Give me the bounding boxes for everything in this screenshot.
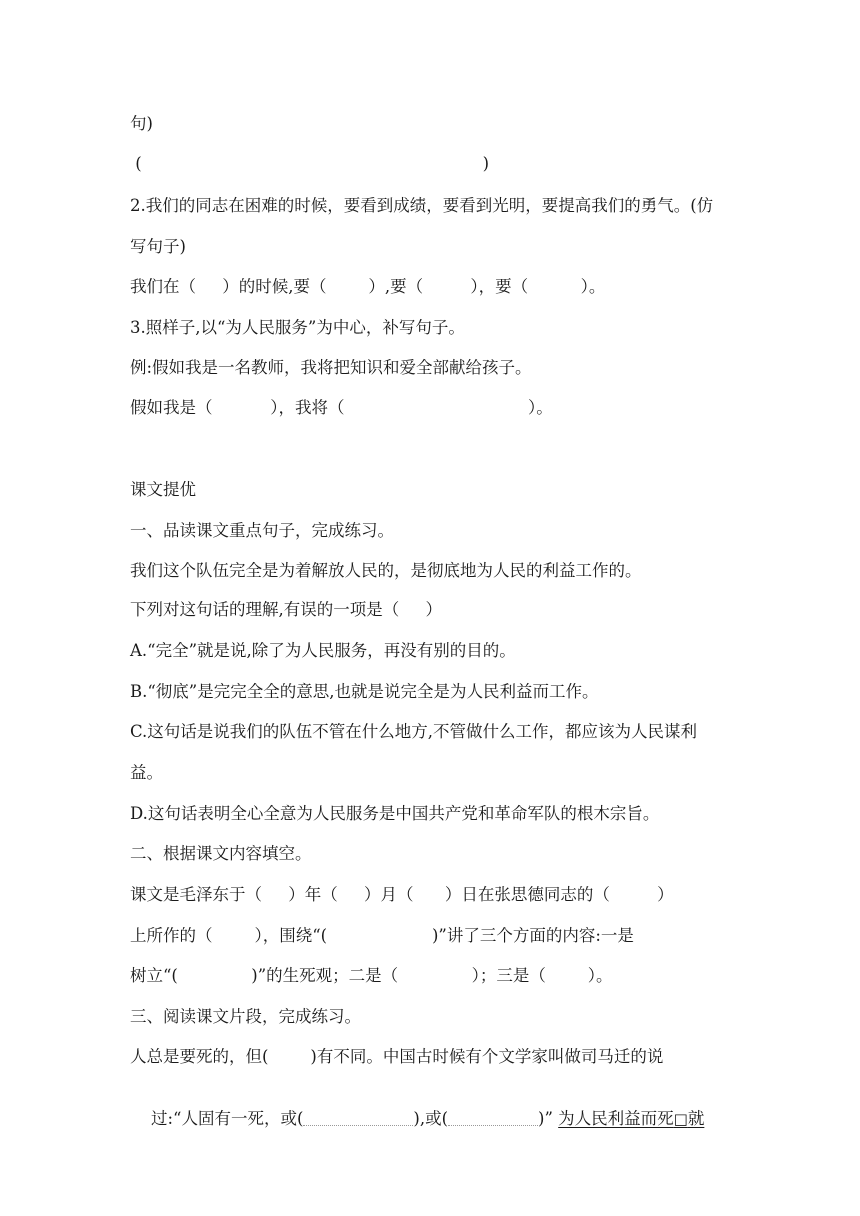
last-line-prefix: 过:“人固有一死，或( (150, 1109, 304, 1128)
question-heading: 二、根据课文内容填空。 (130, 844, 312, 863)
text-line: 课文是毛泽东于（ ）年（ ）月（ ）日在张思德同志的（ ） (130, 885, 674, 904)
text-line: 3.照样子,以“为人民服务”为中心，补写句子。 (130, 318, 465, 337)
last-line-mid: ),或( (413, 1109, 449, 1128)
text-line: 树立“( )”的生死观；二是（ ）；三是（ ）。 (130, 966, 613, 985)
text-line: 句) (130, 114, 153, 133)
blank-dotted (303, 1111, 413, 1126)
question-heading: 一、品读课文重点句子，完成练习。 (130, 521, 394, 540)
question-heading: 三、阅读课文片段，完成练习。 (130, 1007, 361, 1026)
option-b: B.“彻底”是完完全全的意思,也就是说完全是为人民利益而工作。 (130, 682, 599, 701)
text-line: 我们在（ ）的时候,要（ ）,要（ ），要（ ）。 (130, 277, 606, 296)
text-line: 上所作的（ ），围绕“( )”讲了三个方面的内容:一是 (130, 926, 634, 945)
text-line: 写句子) (130, 237, 186, 256)
text-line: 例:假如我是一名教师，我将把知识和爱全部献给孩子。 (130, 358, 532, 377)
text-line-last (130, 1086, 704, 1152)
last-line-end: )” (538, 1109, 553, 1128)
text-line: 2.我们的同志在困难的时候，要看到成绩，要看到光明，要提高我们的勇气。(仿 (130, 196, 714, 215)
option-c: C.这句话是说我们的队伍不管在什么地方,不管做什么工作，都应该为人民谋利 (130, 722, 698, 741)
text-line: 我们这个队伍完全是为着解放人民的，是彻底地为人民的利益工作的。 (130, 561, 642, 580)
underlined-phrase: 为人民利益而死□就 (558, 1109, 705, 1128)
blank-dotted (448, 1111, 538, 1126)
text-line: ( ) (130, 154, 490, 173)
text-line: 下列对这句话的理解,有误的一项是（ ） (130, 600, 442, 619)
option-a: A.“完全”就是说,除了为人民服务，再没有别的目的。 (130, 641, 516, 660)
text-line: 人总是要死的，但( )有不同。中国古时候有个文学家叫做司马迁的说 (130, 1047, 664, 1066)
option-c-cont: 益。 (130, 763, 163, 782)
section-heading: 课文提优 (130, 480, 196, 499)
option-d: D.这句话表明全心全意为人民服务是中国共产党和革命军队的根木宗旨。 (130, 804, 660, 823)
text-line: 假如我是（ ），我将（ ）。 (130, 398, 553, 417)
